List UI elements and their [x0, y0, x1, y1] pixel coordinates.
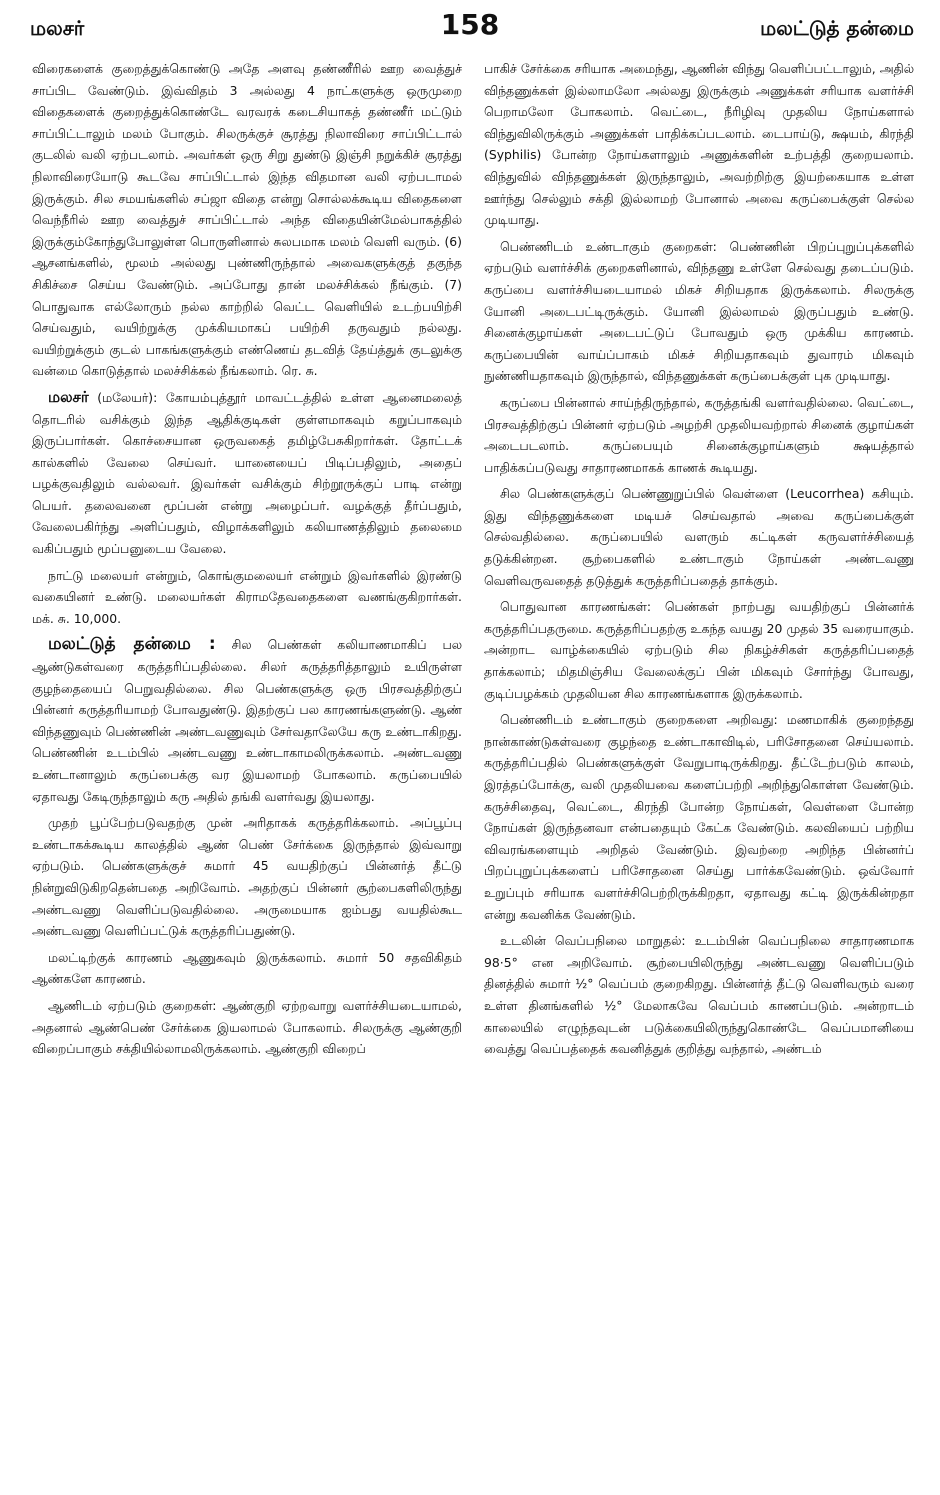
left-column-paragraph: நாட்டு மலையர் என்றும், கொங்குமலையர் என்றும் இவர்களில் இரண்டு வகையினர் உண்டு. மலையர்கள் கிராமதேவதைகளை வணங்குகிறார்கள். மக். சு. 10,000.: [32, 567, 462, 626]
left-column-paragraph: மலட்டிற்குக் காரணம் ஆணுகவும் இருக்கலாம். சுமார் 50 சதவிகிதம் ஆண்களே காரணம்.: [32, 949, 462, 987]
right-column-paragraph: உடலின் வெப்பநிலை மாறுதல்: உடம்பின் வெப்பநிலை சாதாரணமாக 98·5° என அறிவோம். சூற்பையிலிருந்து அண்டவணு வெளிப்படும் தினத்தில் சுமார் ½° வெப்பம் குறைகிறது. பின்னர்த் தீட்டு வெளிவரும் வரை உள்ள தினங்களில் ½° மேலாகவே வெப்பம் காணப்படும். அன்றாடம் காலையில் எழுந்தவுடன் படுக்கையிலிருந்துகொண்டே வெப்பமானியை வைத்து வெப்பத்தைக் கவனித்துக் குறித்து வந்தால், அண்டம்: [484, 933, 914, 1057]
right-column-paragraph: கருப்பை பின்னால் சாய்ந்திருந்தால், கருத்தங்கி வளர்வதில்லை. வெட்டை, பிரசவத்திற்குப் பின்னர் ஏற்படும் அழற்சி முதலியவற்றால் சினைக் குழாய்கள் அடைபடலாம். கருப்பையும் சினைக்குழாய்களும் க்ஷயத்தால் பாதிக்கப்படுவது சாதாரணமாகக் காணக் கூடியது.: [484, 394, 914, 475]
left-column-paragraph: [32, 634, 462, 807]
running-head-right: மலட்டுத் தன்மை: [760, 16, 914, 40]
right-column-paragraph: பாகிச் சேர்க்கை சரியாக அமைந்து, ஆணின் விந்து வெளிப்பட்டாலும், அதில் விந்தணுக்கள் இல்லாமலோ அல்லது இருக்கும் அணுக்கள் சரியாக வளர்ச்சி பெறாமலோ போகலாம். வெட்டை, நீரிழிவு முதலிய நோய்களால் விந்துவிலிருக்கும் அணுக்கள் பாதிக்கப்படலாம். டைபாய்டு, க்ஷயம், கிரந்தி (Syphilis) போன்ற நோய்களாலும் அணுக்களின் உற்பத்தி குறையலாம். விந்துவில் விந்தணுக்கள் இருந்தாலும், அவற்றிற்கு இயற்கையாக உள்ள ஊர்ந்து செல்லும் சக்தி இல்லாமற் போனால் அவை கருப்பைக்குள் செல்ல முடியாது.: [484, 61, 914, 228]
entry-text: சில பெண்கள் கலியாணமாகிப் பல ஆண்டுகள்வரை கருத்தரிப்பதில்லை. சிலர் கருத்தரித்தாலும் உயிருள்ள குழந்தையைப் பெறுவதில்லை. சில பெண்களுக்கு ஒரு பிரசவத்திற்குப் பின்னர் கருத்தரியாமற் போவதுண்டு. இதற்குப் பல காரணங்களுண்டு. ஆண் விந்தணுவும் பெண்ணின் அண்டவணுவும் சேர்வதாலேயே கரு உண்டாகிறது. பெண்ணின் உடம்பில் அண்டவணு உண்டாகாமலிருக்கலாம். அண்டவணு உண்டானாலும் கருப்பைக்கு வர இயலாமற் போகலாம். கருப்பையில் ஏதாவது கேடிருந்தாலும் கரு அதில் தங்கி வளர்வது இயலாது.: [32, 637, 462, 804]
entry-text: (மலேயர்): கோயம்புத்தூர் மாவட்டத்தில் உள்ள ஆனைமலைத் தொடரில் வசிக்கும் இந்த ஆதிக்குடிகள் குள்ளமாகவும் கறுப்பாகவும் இருப்பார்கள். கொச்சையான ஒருவகைத் தமிழ்பேசுகிறார்கள். தோட்டக் கால்களில் வேலை செய்வர். யானையைப் பிடிப்பதிலும், அதைப் பழக்குவதிலும் வல்லவர். இவர்கள் வசிக்கும் சிற்றூருக்குப் பாடி என்று பெயர். தலைவனை மூப்பன் என்று அழைப்பர். வழக்குத் தீர்ப்பதும், வேலைபகிர்ந்து அளிப்பதும், விழாக்களிலும் கலியாணத்திலும் தலைமை வகிப்பதும் மூப்பனுடைய வேலை.: [32, 389, 462, 557]
running-head-left: மலசர்: [30, 16, 85, 40]
left-column: [32, 58, 462, 1483]
page-header: [0, 0, 940, 50]
left-column-paragraph: ஆணிடம் ஏற்படும் குறைகள்: ஆண்குறி ஏற்றவாறு வளர்ச்சியடையாமல், அதனால் ஆண்பெண் சேர்க்கை இயலாமல் போகலாம். சிலருக்கு ஆண்குறி விறைப்பாகும் சக்தியில்லாமலிருக்கலாம். ஆண்குறி விறைப்: [32, 997, 462, 1057]
entry-headword: மலசர்: [48, 387, 89, 406]
right-column-paragraph: சில பெண்களுக்குப் பெண்ணுறுப்பில் வெள்ளை (Leucorrhea) கசியும். இது விந்தணுக்களை மடியச் செய்வதால் அவை கருப்பைக்குள் செல்வதில்லை. கருப்பையில் வளரும் கட்டிகள் கருவளர்ச்சியைத் தடுக்கின்றன. சூற்பைகளில் உண்டாகும் நோய்கள் அண்டவணு வெளிவருவதைத் தடுத்துக் கருத்தரிப்பதைத் தாக்கும்.: [484, 486, 914, 588]
page-number: 158: [440, 8, 500, 41]
entry-headword: மலட்டுத் தன்மை :: [48, 634, 216, 655]
left-column-paragraph: [32, 387, 462, 560]
right-column-paragraph: பெண்ணிடம் உண்டாகும் குறைகளை அறிவது: மணமாகிக் குறைந்தது நான்காண்டுகள்வரை குழந்தை உண்டாகாவிடில், பரிசோதனை செய்யலாம். கருத்தரிப்பதில் பெண்களுக்குள் வேறுபாடிருக்கிறது. தீட்டேற்படும் காலம், இரத்தப்போக்கு, வலி முதலியவை களைப்பற்றி அறிந்துகொள்ள வேண்டும். கருச்சிதைவு, வெட்டை, கிரந்தி போன்ற நோய்கள், வெள்ளை போன்ற நோய்கள் இருந்தனவா என்பதையும் கேட்க வேண்டும். கலவியைப் பற்றிய விவரங்களையும் அறிதல் வேண்டும். இவற்றை அறிந்த பின்னர்ப் பிறப்புறுப்புக்களைப் பரிசோதனை செய்து பார்க்கவேண்டும். ஒவ்வோர் உறுப்பும் சரியாக வளர்ச்சிபெற்றிருக்கிறதா, ஏதாவது கட்டி இருக்கின்றதா என்று கவனிக்க வேண்டும்.: [484, 712, 914, 922]
left-column-paragraph: முதற் பூப்பேற்படுவதற்கு முன் அரிதாகக் கருத்தரிக்கலாம். அப்பூப்பு உண்டாகக்கூடிய காலத்தில் ஆண் பெண் சேர்க்கை இருந்தால் இவ்வாறு ஏற்படும். பெண்களுக்குச் சுமார் 45 வயதிற்குப் பின்னர்த் தீட்டு நின்றுவிடுகிறதென்பதை அறிவோம். அதற்குப் பின்னர் சூற்பைகளிலிருந்து அண்டவணு வெளிப்படுவதில்லை. அருமையாக ஐம்பது வயதில்கூட அண்டவணு வெளிப்பட்டுக் கருத்தரிப்பதுண்டு.: [32, 815, 462, 939]
left-column-paragraph: விரைகளைக் குறைத்துக்கொண்டு அதே அளவு தண்ணீரில் ஊற வைத்துச் சாப்பிட வேண்டும். இவ்விதம் 3 அல்லது 4 நாட்களுக்கு ஒருமுறை விதைகளைக் குறைத்துக்கொண்டே வரவரக் கடைசியாகத் தண்ணீர் மட்டும் சாப்பிட்டாலும் மலம் போகும். சிலருக்குச் சூரத்து நிலாவிரை சாப்பிட்டால் குடலில் வலி ஏற்படலாம். அவர்கள் ஒரு சிறு துண்டு இஞ்சி நறுக்கிச் சூரத்து நிலாவிரையோடு கூடவே சாப்பிட்டால் இந்த விதமான வலி ஏற்படாமல் இருக்கும். சில சமயங்களில் சப்ஜா விதை என்று சொல்லக்கூடிய விதைகளை வெந்நீரில் ஊற வைத்துச் சாப்பிட்டால் அந்த விதையின்மேல்பாகத்தில் இருக்கும்கோந்துபோலுள்ள பொருளினால் சுலபமாக மலம் வெளி வரும். (6) ஆசனங்களில், மூலம் அல்லது புண்ணிருந்தால் அவைகளுக்குத் தகுந்த சிகிச்சை செய்ய வேண்டும். அப்போது தான் மலச்சிக்கல் நீங்கும். (7) பொதுவாக எல்லோரும் நல்ல காற்றில் வெட்ட வெளியில் உடற்பயிற்சி செய்வதும், வயிற்றுக்கு முக்கியமாகப் பயிற்சி தருவதும் நல்லது. வயிற்றுக்கும் குடல் பாகங்களுக்கும் எண்ணெய் தடவித் தேய்த்துக் குடலுக்கு வன்மை கொடுத்தால் மலச்சிக்கல் நீங்கலாம். ரெ. சு.: [32, 61, 462, 379]
right-column-paragraph: பெண்ணிடம் உண்டாகும் குறைகள்: பெண்ணின் பிறப்புறுப்புக்களில் ஏற்படும் வளர்ச்சிக் குறைகளினால், விந்தணு உள்ளே செல்வது தடைப்படும். கருப்பை வளர்ச்சியடையாமல் மிகச் சிறியதாக இருக்கலாம். சிலருக்கு யோனி அடைபட்டிருக்கும். யோனி இல்லாமல் இருப்பதும் உண்டு. சினைக்குழாய்கள் அடைபட்டுப் போவதும் ஒரு முக்கிய காரணம். கருப்பையின் வாய்ப்பாகம் மிகச் சிறியதாகவும் துவாரம் மிகவும் நுண்ணியதாகவும் இருந்தால், விந்தணுக்கள் கருப்பைக்குள் புக முடியாது.: [484, 238, 914, 384]
right-column: [484, 58, 914, 1483]
right-column-paragraph: பொதுவான காரணங்கள்: பெண்கள் நாற்பது வயதிற்குப் பின்னர்க் கருத்தரிப்பதருமை. கருத்தரிப்பதற்கு உகந்த வயது 20 முதல் 35 வரையாகும். அன்றாட வாழ்க்கையில் ஏற்படும் சில நிகழ்ச்சிகள் கருத்தரிப்பதைத் தாக்கலாம்; மிதமிஞ்சிய வேலைக்குப் பின் மிகவும் சோர்ந்து போவது, குடிப்பழக்கம் முதலியன சில காரணங்களாக இருக்கலாம்.: [484, 599, 914, 701]
